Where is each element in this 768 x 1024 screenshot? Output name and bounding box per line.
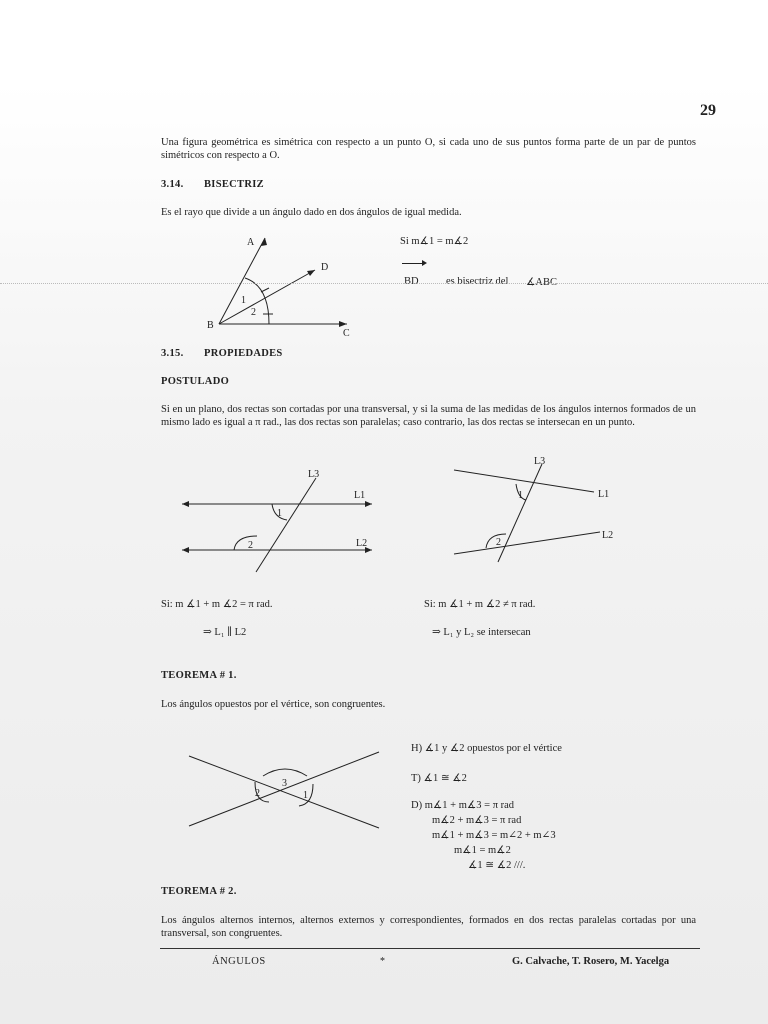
intersect-result: ⇒ L₁ y L₂ se intersecan bbox=[432, 627, 531, 638]
teorema-1-hypothesis: H) ∡1 y ∡2 opuestos por el vértice bbox=[411, 743, 562, 754]
right-angle-1-label: 1 bbox=[518, 490, 523, 501]
teorema-1-thesis: T) ∡1 ≅ ∡2 bbox=[411, 773, 467, 784]
angle-2-label: 2 bbox=[251, 307, 256, 318]
proof-line-5: ∡1 ≅ ∡2 ///. bbox=[468, 860, 526, 871]
bisectriz-definition: Es el rayo que divide a un ángulo dado en dos ángulos de igual medida. bbox=[161, 207, 462, 218]
angle-1-label: 1 bbox=[241, 295, 246, 306]
proof-line-2: m∡2 + m∡3 = π rad bbox=[432, 815, 522, 826]
bisector-angle-abc: ∡ABC bbox=[526, 277, 558, 288]
footer-authors: G. Calvache, T. Rosero, M. Yacelga bbox=[512, 956, 670, 967]
vertical-angle-3-label: 3 bbox=[282, 778, 287, 789]
section-title-propiedades: PROPIEDADES bbox=[204, 348, 283, 359]
vertical-angle-1-label: 1 bbox=[303, 790, 308, 801]
left-angle-1-label: 1 bbox=[277, 508, 282, 519]
section-title-bisectriz: BISECTRIZ bbox=[204, 179, 264, 190]
parallel-lines-figure bbox=[176, 462, 386, 578]
proof-line-4: m∡1 = m∡2 bbox=[454, 845, 511, 856]
footer-title: ÁNGULOS bbox=[212, 956, 266, 967]
left-l1-label: L1 bbox=[354, 490, 366, 501]
proof-line-3: m∡1 + m∡3 = m∠2 + m∠3 bbox=[432, 830, 556, 841]
point-b-label: B bbox=[207, 320, 214, 331]
postulado-text: Si en un plano, dos rectas son cortadas por una transversal, y si la suma de las medidas de los ángulos internos formados de un mismo lado es igual a π rad., las dos rectas son paralelas; caso contrario, las dos rectas se intersecan en un punto. bbox=[161, 404, 696, 428]
ray-overline bbox=[402, 263, 424, 264]
page-number: 29 bbox=[700, 102, 716, 119]
teorema-1-title: TEOREMA # 1. bbox=[161, 670, 237, 681]
point-d-label: D bbox=[321, 262, 329, 273]
scan-dotted-line bbox=[0, 283, 768, 284]
right-angle-2-label: 2 bbox=[496, 537, 501, 548]
symmetry-definition: Una figura geométrica es simétrica con respecto a un punto O, si cada uno de sus puntos forma parte de un par de puntos simétricos con respecto a O. bbox=[161, 137, 696, 161]
teorema-1-statement: Los ángulos opuestos por el vértice, son congruentes. bbox=[161, 699, 386, 710]
section-number-314: 3.14. bbox=[161, 179, 184, 190]
parallel-condition: Si: m ∡1 + m ∡2 = π rad. bbox=[161, 599, 273, 610]
right-l2-label: L2 bbox=[602, 530, 614, 541]
bisector-figure bbox=[195, 228, 365, 340]
footer-rule bbox=[160, 948, 700, 949]
left-l3-label: L3 bbox=[308, 469, 320, 480]
point-a-label: A bbox=[247, 237, 255, 248]
vertical-angle-2-label: 2 bbox=[255, 788, 260, 799]
point-c-label: C bbox=[343, 328, 350, 339]
footer-mark: * bbox=[380, 956, 385, 967]
left-angle-2-label: 2 bbox=[248, 540, 253, 551]
bisector-condition: Si m∡1 = m∡2 bbox=[400, 236, 469, 247]
bisector-conclusion-text: es bisectriz del bbox=[446, 276, 509, 287]
teorema-2-title: TEOREMA # 2. bbox=[161, 886, 237, 897]
left-l2-label: L2 bbox=[356, 538, 368, 549]
bisector-ray-bd: BD bbox=[404, 276, 419, 287]
parallel-result: ⇒ L₁ ∥ L2 bbox=[203, 627, 247, 638]
vertical-angles-figure bbox=[185, 748, 385, 832]
ray-arrowhead bbox=[422, 260, 427, 266]
teorema-2-statement: Los ángulos alternos internos, alternos externos y correspondientes, formados en dos rectas paralelas cortadas por una transversal, son congruentes. bbox=[161, 915, 696, 939]
intersecting-lines-figure bbox=[446, 452, 626, 564]
proof-line-1: D) m∡1 + m∡3 = π rad bbox=[411, 800, 515, 811]
intersect-condition: Si: m ∡1 + m ∡2 ≠ π rad. bbox=[424, 599, 536, 610]
section-number-315: 3.15. bbox=[161, 348, 184, 359]
postulado-title: POSTULADO bbox=[161, 376, 230, 387]
right-l1-label: L1 bbox=[598, 489, 610, 500]
right-l3-label: L3 bbox=[534, 456, 546, 467]
